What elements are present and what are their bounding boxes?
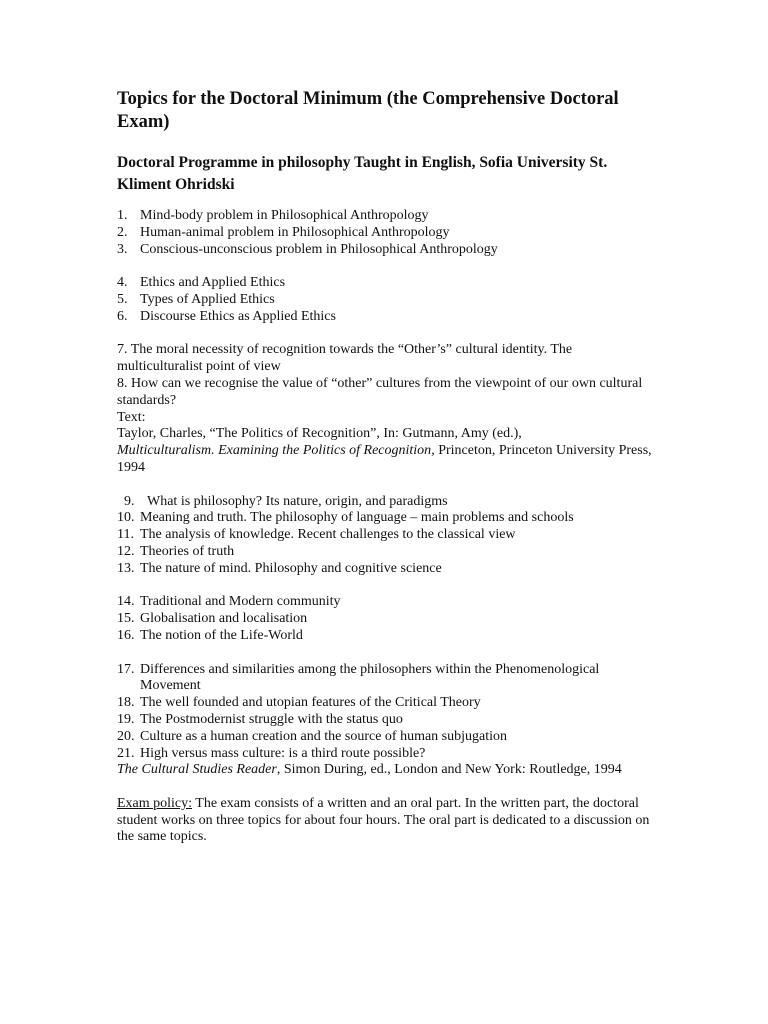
topic-list-group-3 (117, 494, 657, 578)
list-item: 18. The well founded and utopian features of the Critical Theory (117, 695, 481, 711)
list-item: 15. Globalisation and localisation (117, 611, 308, 627)
list-item: 14. Traditional and Modern community (117, 594, 341, 610)
topic-list-group-5 (117, 662, 657, 763)
list-item: 9. What is philosophy? Its nature, origin, and paradigms (124, 493, 448, 509)
topic-list-group-2 (117, 275, 657, 325)
list-item: 21. High versus mass culture: is a third route possible? (117, 745, 426, 761)
list-item: 11. The analysis of knowledge. Recent challenges to the classical view (117, 527, 516, 543)
reference-during: The Cultural Studies Reader, Simon During, ed., London and New York: Routledge, 1994 (117, 762, 622, 778)
list-item: 17. Differences and similarities among the philosophers within the Phenomenological Movement (117, 661, 600, 694)
document-body (117, 208, 657, 846)
exam-policy (117, 796, 657, 846)
topic-list-group-4 (117, 594, 657, 644)
list-item: 20. Culture as a human creation and the source of human subjugation (117, 728, 508, 744)
list-item: 2. Human-animal problem in Philosophical Anthropology (117, 224, 450, 240)
document-subtitle: Doctoral Programme in philosophy Taught in English, Sofia University St. Kliment Ohridski (117, 154, 608, 193)
list-item: 19. The Postmodernist struggle with the status quo (117, 711, 403, 727)
list-item: 5. Types of Applied Ethics (117, 291, 275, 307)
list-item: 10. Meaning and truth. The philosophy of language – main problems and schools (117, 510, 574, 526)
text-label: Text: (117, 409, 146, 425)
list-item: 1. Mind-body problem in Philosophical Anthropology (117, 208, 429, 223)
list-item: 4. Ethics and Applied Ethics (117, 275, 286, 291)
list-item: 13. The nature of mind. Philosophy and cognitive science (117, 560, 442, 576)
list-item: 12. Theories of truth (117, 543, 235, 559)
exam-policy-text: The exam consists of a written and an oral part. In the written part, the doctoral student works on three topics for about four hours. The oral part is dedicated to a discussion on the same topics. (117, 795, 650, 845)
document-page (117, 88, 657, 846)
topic-item-8: 8. How can we recognise the value of “other” cultures from the viewpoint of our own cultural standards? (117, 375, 643, 408)
document-title: Topics for the Doctoral Minimum (the Comprehensive Doctoral Exam) (117, 89, 619, 132)
reference-taylor: Taylor, Charles, “The Politics of Recognition”, In: Gutmann, Amy (ed.), Multiculturalism. Examining the Politics of Recognition, Princeton, Princeton University Press, 1994 (117, 426, 652, 475)
list-item: 6. Discourse Ethics as Applied Ethics (117, 308, 336, 324)
exam-policy-label: Exam policy: (117, 795, 193, 811)
topic-item-7: 7. The moral necessity of recognition towards the “Other’s” cultural identity. The multiculturalist point of view (117, 342, 573, 375)
topic-list-group-1 (117, 208, 657, 258)
list-item: 16. The notion of the Life-World (117, 627, 303, 643)
list-item: 3. Conscious-unconscious problem in Philosophical Anthropology (117, 241, 498, 257)
